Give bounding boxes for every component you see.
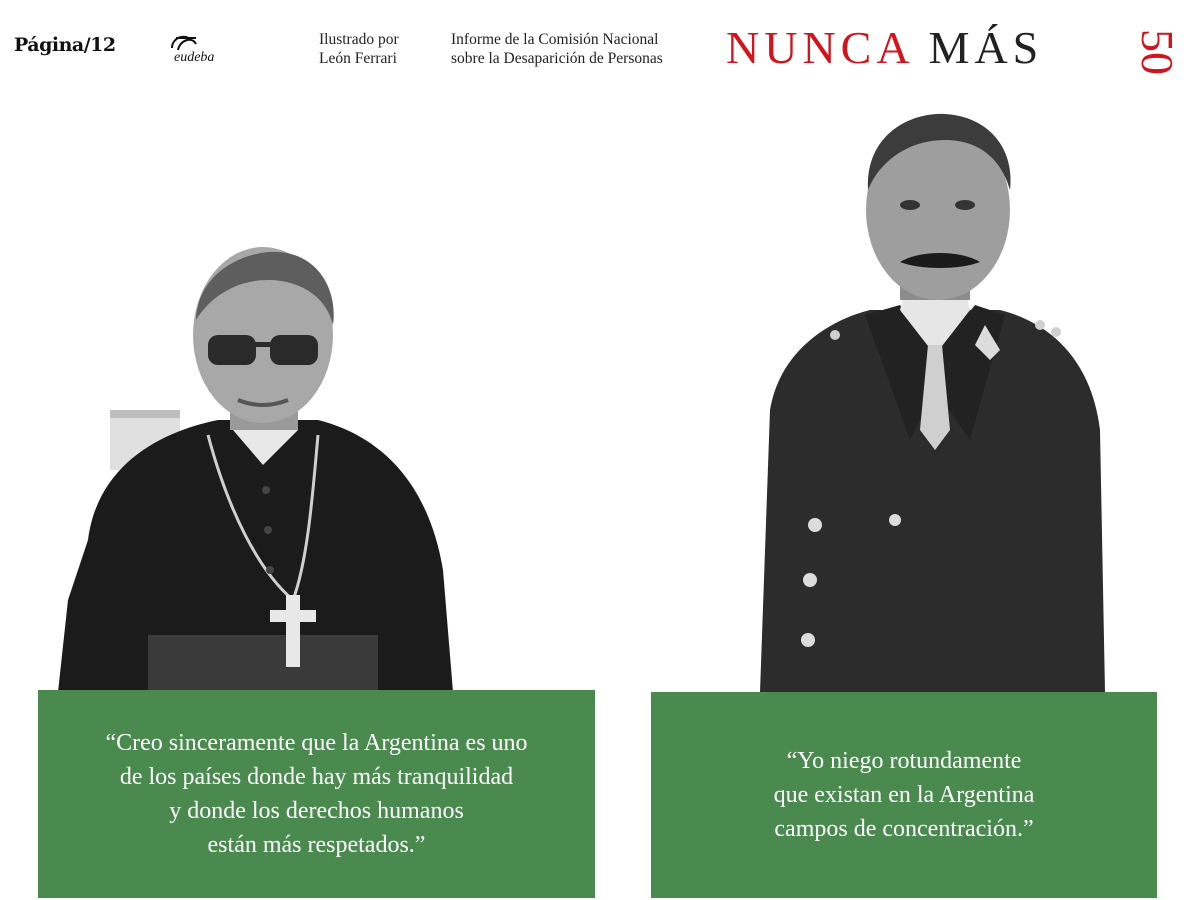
report-subtitle-text: Informe de la Comisión Nacional sobre la Desaparición de Personas	[451, 31, 663, 67]
pagina12-logo: Página/12	[14, 34, 116, 56]
title-nunca: NUNCA	[726, 22, 915, 73]
illustrated-by-text: Ilustrado por León Ferrari	[319, 31, 399, 67]
quote-left-text: “Creo sinceramente que la Argentina es uno de los países donde hay más tranquilidad y donde los derechos humanos están más respetados.”	[105, 730, 528, 858]
quote-right-text: “Yo niego rotundamente que existan en la Argentina campos de concentración.”	[773, 748, 1035, 842]
report-subtitle	[451, 30, 663, 68]
illustrated-by	[319, 30, 399, 68]
page-header	[0, 0, 1189, 100]
edition-number: 50	[1132, 29, 1183, 75]
page-title	[726, 20, 1043, 76]
photo-officer	[760, 110, 1105, 692]
eudeba-logo	[166, 30, 222, 70]
photo-clergyman	[58, 240, 458, 692]
eudeba-wordmark: eudeba	[174, 50, 215, 65]
quote-box-left	[38, 690, 595, 898]
title-mas: MÁS	[928, 22, 1044, 73]
quote-box-right	[651, 692, 1157, 898]
